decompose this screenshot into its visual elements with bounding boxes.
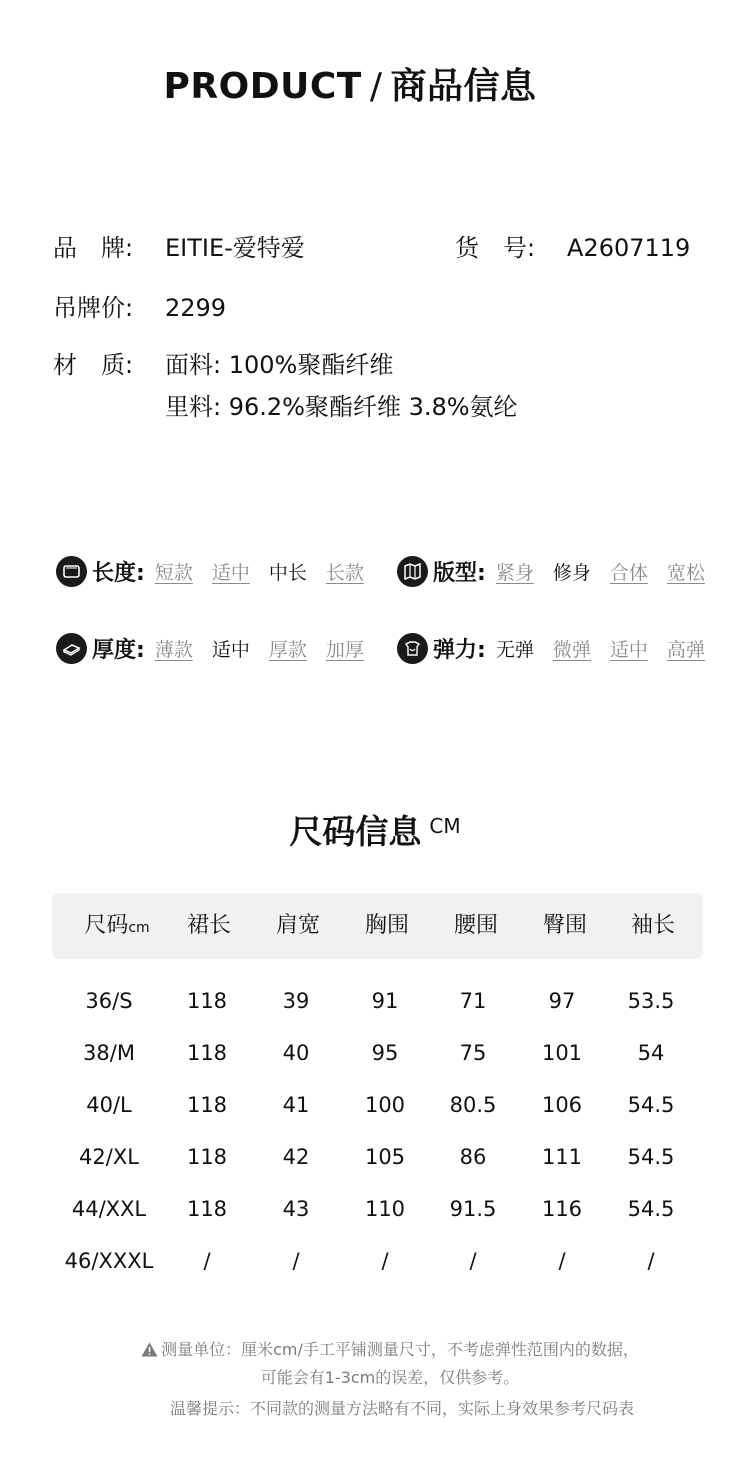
table-cell: 80.5 [449, 1093, 497, 1117]
option-midlength: 中长 [268, 561, 307, 584]
table-cell: 91 [371, 989, 399, 1013]
table-cell: 97 [548, 989, 576, 1013]
table-cell: 118 [186, 1093, 228, 1117]
table-cell: 101 [541, 1041, 583, 1065]
option-extra-thick: 加厚 [325, 638, 364, 661]
attribute-name: 厚度: [92, 637, 145, 663]
table-cell: 41 [282, 1093, 310, 1117]
table-cell: / [558, 1249, 566, 1273]
sku-row [455, 228, 690, 263]
sku-label: 货 号: [455, 234, 536, 262]
attribute-name: 版型: [433, 560, 486, 586]
option-thick: 厚款 [268, 638, 307, 661]
option-no-stretch: 无弹 [495, 638, 534, 661]
table-cell: 42/XL [79, 1145, 139, 1169]
header-size [84, 893, 149, 959]
price-row [53, 288, 226, 323]
header-hip: 臀围 [542, 913, 588, 938]
measurement-note [0, 1337, 750, 1361]
table-cell: 71 [459, 989, 487, 1013]
size-title-unit: CM [429, 814, 461, 838]
thickness-icon [56, 633, 87, 664]
material-line-2: 里料: 96.2%聚酯纤维 3.8%氨纶 [165, 393, 518, 421]
table-cell: 86 [459, 1145, 487, 1169]
option-slim: 修身 [552, 561, 591, 584]
option-short: 短款 [154, 561, 193, 584]
table-row [52, 975, 703, 1027]
tip-note: 温馨提示：不同款的测量方法略有不同，实际上身效果参考尺码表 [169, 1399, 634, 1418]
attribute-name: 弹力: [433, 637, 486, 663]
brand-row [53, 228, 305, 263]
table-cell: 75 [459, 1041, 487, 1065]
elasticity-icon [397, 633, 428, 664]
title-slash: / [369, 66, 383, 107]
table-cell: 111 [541, 1145, 583, 1169]
option-high-stretch: 高弹 [666, 638, 705, 661]
table-cell: 46/XXXL [64, 1249, 154, 1273]
length-icon [56, 556, 87, 587]
header-skirt-length: 裙长 [186, 913, 232, 938]
option-loose: 宽松 [666, 561, 705, 584]
price-value: 2299 [165, 294, 227, 322]
table-row [52, 1235, 703, 1287]
page-title [0, 58, 700, 109]
header-sleeve: 袖长 [630, 913, 676, 938]
table-cell: 95 [371, 1041, 399, 1065]
warning-icon [141, 1342, 158, 1361]
header-waist: 腰围 [453, 913, 499, 938]
title-cn: 商品信息 [390, 66, 537, 107]
table-cell: / [203, 1249, 211, 1273]
table-cell: 54.5 [627, 1145, 675, 1169]
table-row [52, 1131, 703, 1183]
size-title-text: 尺码信息 [289, 812, 422, 851]
size-section-title [0, 806, 750, 853]
table-cell: 42 [282, 1145, 310, 1169]
option-medium-stretch: 适中 [609, 638, 648, 661]
table-row [52, 1079, 703, 1131]
measurement-note-line-1: 测量单位：厘米cm/手工平铺测量尺寸，不考虑弹性范围内的数据， [161, 1340, 639, 1359]
table-cell: 118 [186, 989, 228, 1013]
material-line-1: 面料: 100%聚酯纤维 [165, 351, 394, 379]
option-tight: 紧身 [495, 561, 534, 584]
table-cell: 91.5 [449, 1197, 497, 1221]
brand-value: EITIE-爱特爱 [165, 234, 305, 262]
size-table-header [52, 893, 703, 959]
option-regular: 合体 [609, 561, 648, 584]
title-en: PRODUCT [163, 66, 362, 107]
table-row [52, 1183, 703, 1235]
attribute-fit [397, 554, 705, 588]
table-cell: 40/L [86, 1093, 132, 1117]
table-cell: 118 [186, 1041, 228, 1065]
header-bust: 胸围 [364, 913, 410, 938]
material-row [53, 345, 393, 380]
table-cell: / [381, 1249, 389, 1273]
brand-label: 品 牌: [53, 234, 134, 262]
table-cell: 110 [364, 1197, 406, 1221]
option-medium: 适中 [211, 561, 250, 584]
table-cell: / [647, 1249, 655, 1273]
table-cell: 43 [282, 1197, 310, 1221]
table-cell: 116 [541, 1197, 583, 1221]
table-cell: 54 [637, 1041, 665, 1065]
attribute-elasticity [397, 631, 705, 665]
header-shoulder: 肩宽 [275, 913, 321, 938]
sku-value: A2607119 [567, 234, 691, 262]
table-cell: 53.5 [627, 989, 675, 1013]
size-table-body [52, 975, 703, 1287]
table-cell: 54.5 [627, 1197, 675, 1221]
table-cell: 54.5 [627, 1093, 675, 1117]
option-slight-stretch: 微弹 [552, 638, 591, 661]
header-size-label: 尺码 [84, 913, 129, 938]
fit-icon [397, 556, 428, 587]
table-cell: 40 [282, 1041, 310, 1065]
table-cell: 100 [364, 1093, 406, 1117]
measurement-note-line-2: 可能会有1-3cm的误差，仅供参考。 [260, 1368, 520, 1387]
table-cell: 38/M [83, 1041, 135, 1065]
table-cell: 44/XXL [71, 1197, 147, 1221]
option-medium-thickness: 适中 [211, 638, 250, 661]
attribute-length [56, 554, 364, 588]
table-cell: / [469, 1249, 477, 1273]
table-cell: 39 [282, 989, 310, 1013]
header-size-unit: cm [128, 920, 150, 936]
price-label: 吊牌价: [53, 294, 134, 322]
attribute-name: 长度: [92, 560, 145, 586]
attribute-thickness [56, 631, 364, 665]
material-label: 材 质: [53, 351, 134, 379]
table-cell: 36/S [85, 989, 133, 1013]
table-cell: 118 [186, 1145, 228, 1169]
table-row [52, 1027, 703, 1079]
table-cell: 105 [364, 1145, 406, 1169]
option-long: 长款 [325, 561, 364, 584]
option-thin: 薄款 [154, 638, 193, 661]
table-cell: 118 [186, 1197, 228, 1221]
table-cell: / [292, 1249, 300, 1273]
table-cell: 106 [541, 1093, 583, 1117]
